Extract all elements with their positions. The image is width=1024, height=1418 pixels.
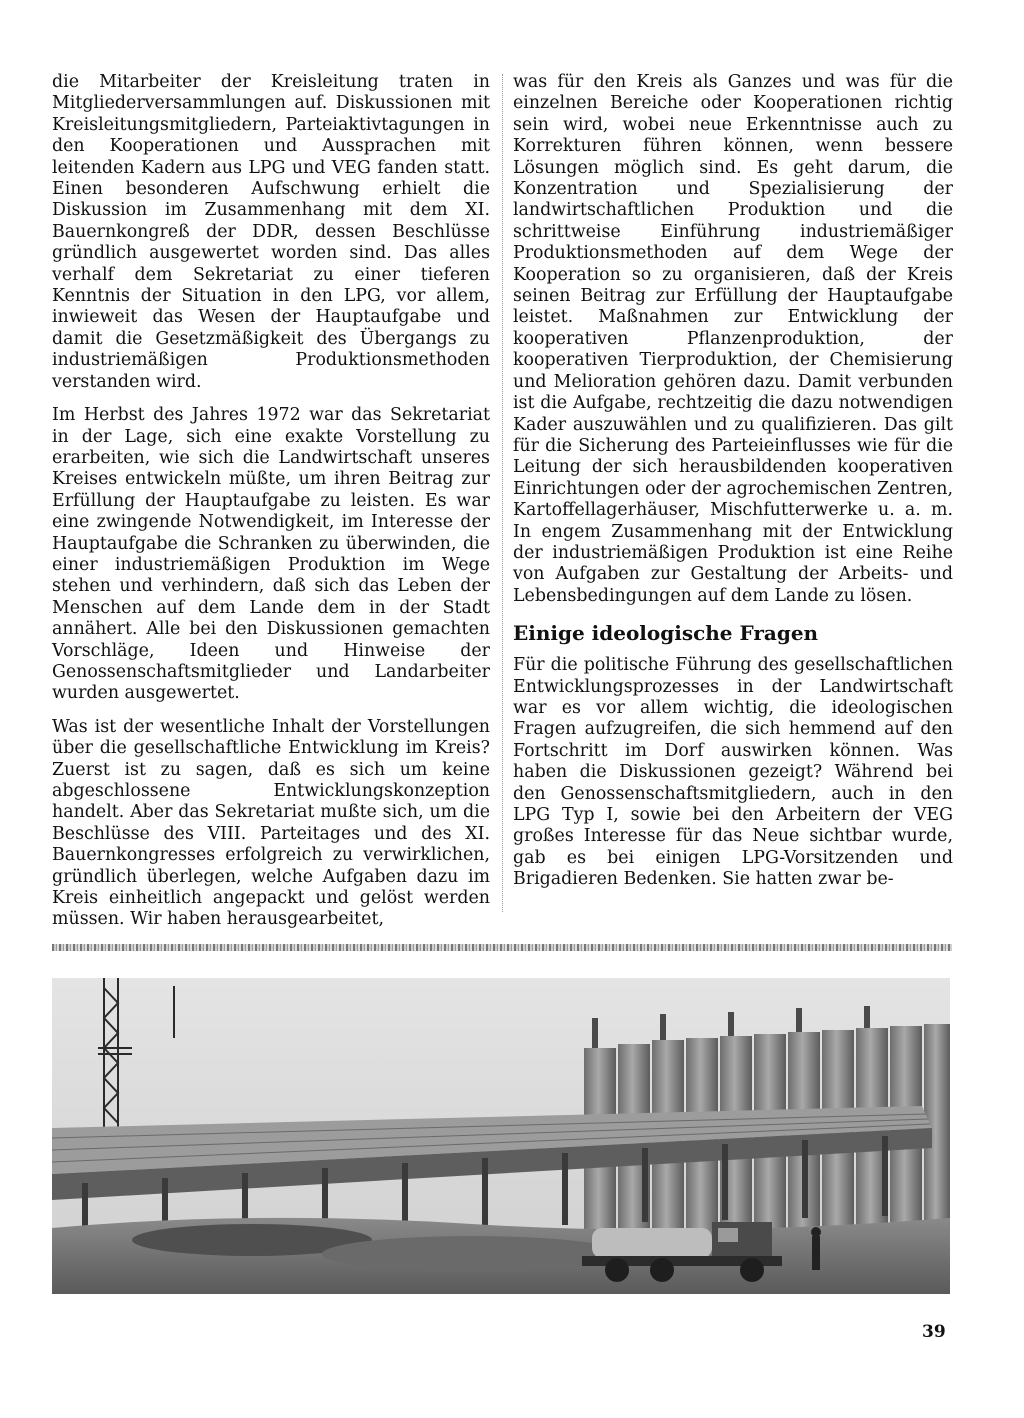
left-paragraph-3: Was ist der wesentliche Inhalt der Vorstellungen über die gesellschaftliche Entwicklung im Kreis? Zuerst ist zu sagen, daß es sich um keine abgeschlossene Entwicklungskonzeption handelt. Aber das Sekretariat mußte sich, um die Beschlüsse des VIII. Parteitages und des XI. Bauernkongresses erfolgreich zu verwirklichen, gründlich überlegen, welche Aufgaben dazu im Kreis einheitlich angepackt und gelöst werden müssen. Wir haben herausgearbeitet, bbox=[52, 716, 490, 930]
section-heading: Einige ideologische Fragen bbox=[513, 621, 819, 646]
right-paragraph-2: Für die politische Führung des gesellschaftlichen Entwicklungsprozesses in der Landwirtschaft war es vor allem wichtig, die ideologischen Fragen aufzugreifen, die sich hemmend auf den Fortschritt im Dorf auswirken können. Was haben die Diskussionen gezeigt? Während bei den Genossenschaftsmitgliedern, auch in den LPG Typ I, sowie bei den Arbeitern der VEG großes Interesse für das Neue sichtbar wurde, gab es bei einigen LPG-Vorsitzenden und Brigadieren Bedenken. Sie hatten zwar be- bbox=[513, 655, 953, 890]
left-paragraph-1: die Mitarbeiter der Kreisleitung traten in Mitgliederversammlungen auf. Diskussionen mit Kreisleitungsmitgliedern, Parteiaktivtagungen in den Kooperationen und Aussprachen mit leitenden Kadern aus LPG und VEG fanden statt. Einen besonderen Aufschwung erhielt die Diskussion im Zusammenhang mit dem XI. Bauernkongreß der DDR, dessen Beschlüsse gründlich ausgewertet worden sind. Das alles verhalf dem Sekretariat zu einer tieferen Kenntnis der Situation in den LPG, vor allem, inwieweit das Wesen der Hauptaufgabe und damit die Gesetzmäßigkeit des Übergangs zu industriemäßigen Produktionsmethoden verstanden wird. bbox=[52, 72, 490, 392]
right-paragraph-1: was für den Kreis als Ganzes und was für die einzelnen Bereiche oder Kooperationen richtig sein wird, wobei neue Erkenntnisse auch zu Korrekturen führen können, wenn bessere Lösungen möglich sind. Es geht darum, die Konzentration und Spezialisierung der landwirtschaftlichen Produktion und die schrittweise Einführung industriemäßiger Produktionsmethoden auf dem Wege der Kooperation so zu organisieren, daß der Kreis seinen Beitrag zur Erfüllung der Hauptaufgabe leistet. Maßnahmen zur Entwicklung der kooperativen Pflanzenproduktion, der kooperativen Tierproduktion, der Chemisierung und Melioration gehören dazu. Damit verbunden ist die Aufgabe, rechtzeitig die dazu notwendigen Kader auszuwählen und zu qualifizieren. Das gilt für die Sicherung des Parteieinflusses wie für die Leitung der sich herausbildenden kooperativen Einrichtungen oder der agrochemischen Zentren, Kartoffellagerhäuser, Mischfutterwerke u. a. m. In engem Zusammenhang mit der Entwicklung der industriemäßigen Produktion ist eine Reihe von Aufgaben zur Gestaltung der Arbeits- und Lebensbedingungen auf dem Lande zu lösen. bbox=[513, 72, 953, 606]
left-column bbox=[52, 72, 490, 943]
construction-site-photo bbox=[52, 978, 950, 1294]
left-paragraph-2: Im Herbst des Jahres 1972 war das Sekretariat in der Lage, sich eine exakte Vorstellung zu erarbeiten, wie sich die Landwirtschaft unseres Kreises entwickeln müßte, um ihren Beitrag zur Erfüllung der Hauptaufgabe zu leisten. Es war eine zwingende Notwendigkeit, im Interesse der Hauptaufgabe die Schranken zu überwinden, die einer industriemäßigen Produktion im Wege stehen und verhindern, daß sich das Leben der Menschen auf dem Lande dem in der Stadt annähert. Alle bei den Diskussionen gemachten Vorschläge, Ideen und Hinweise der Genossenschaftsmitglieder und Landarbeiter wurden ausgewertet. bbox=[52, 405, 490, 704]
page-number: 39 bbox=[922, 1322, 946, 1342]
column-separator bbox=[502, 74, 503, 912]
right-column bbox=[513, 72, 953, 903]
decorative-rule bbox=[52, 944, 952, 951]
